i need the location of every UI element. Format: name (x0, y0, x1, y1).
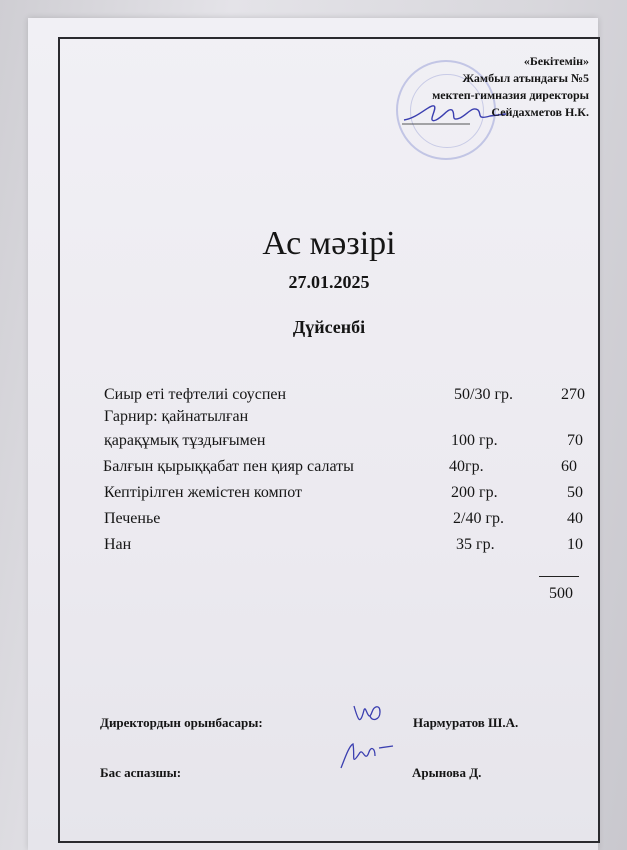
menu-row (0, 408, 627, 430)
menu-item-price: 10 (567, 536, 583, 553)
head-chef-name: Арынова Д. (412, 765, 482, 780)
deputy-signature-icon (350, 700, 390, 730)
head-chef-signature-icon (335, 738, 395, 774)
menu-item-name: Нан (104, 536, 132, 553)
menu-item-name: Сиыр еті тефтелиі соуспен (104, 386, 287, 403)
menu-item-name: Гарнир: қайнатылған (104, 408, 249, 425)
menu-item-price: 60 (561, 458, 577, 475)
menu-item-portion: 2/40 гр. (453, 510, 505, 527)
menu-row (0, 432, 627, 454)
menu-item-portion: 40гр. (449, 458, 484, 475)
menu-total: 500 (549, 585, 573, 602)
menu-row (0, 536, 627, 558)
menu-item-name: Балғын қырыққабат пен қияр салаты (103, 458, 354, 475)
deputy-director-name: Нармуратов Ш.А. (413, 715, 519, 730)
deputy-director-label: Директордын орынбасары: (100, 715, 263, 730)
menu-row (0, 510, 627, 532)
menu-item-name: Печенье (104, 510, 161, 527)
menu-item-portion: 50/30 гр. (454, 386, 514, 403)
approval-position: мектеп-гимназия директоры (432, 88, 589, 102)
approval-block (349, 53, 589, 121)
menu-row (0, 386, 627, 408)
menu-item-portion: 200 гр. (451, 484, 498, 501)
menu-item-price: 40 (567, 510, 583, 527)
menu-item-price: 270 (561, 386, 585, 403)
menu-item-price: 70 (567, 432, 583, 449)
total-divider (539, 576, 579, 577)
menu-item-price: 50 (567, 484, 583, 501)
approval-director-name: Сейдахметов Н.К. (491, 105, 589, 119)
menu-date: 27.01.2025 (288, 272, 370, 292)
approval-heading: «Бекітемін» (523, 54, 589, 68)
menu-item-portion: 100 гр. (451, 432, 498, 449)
approval-school: Жамбыл атындағы №5 (462, 71, 589, 85)
menu-row (0, 458, 627, 480)
page-title: Ас мәзірі (262, 225, 396, 262)
menu-item-name: қарақұмық тұздығымен (104, 432, 266, 449)
head-chef-label: Бас аспазшы: (100, 765, 182, 780)
menu-day: Дүйсенбі (292, 317, 366, 337)
menu-item-portion: 35 гр. (456, 536, 495, 553)
menu-item-name: Кептірілген жемістен компот (104, 484, 303, 501)
menu-row (0, 484, 627, 506)
